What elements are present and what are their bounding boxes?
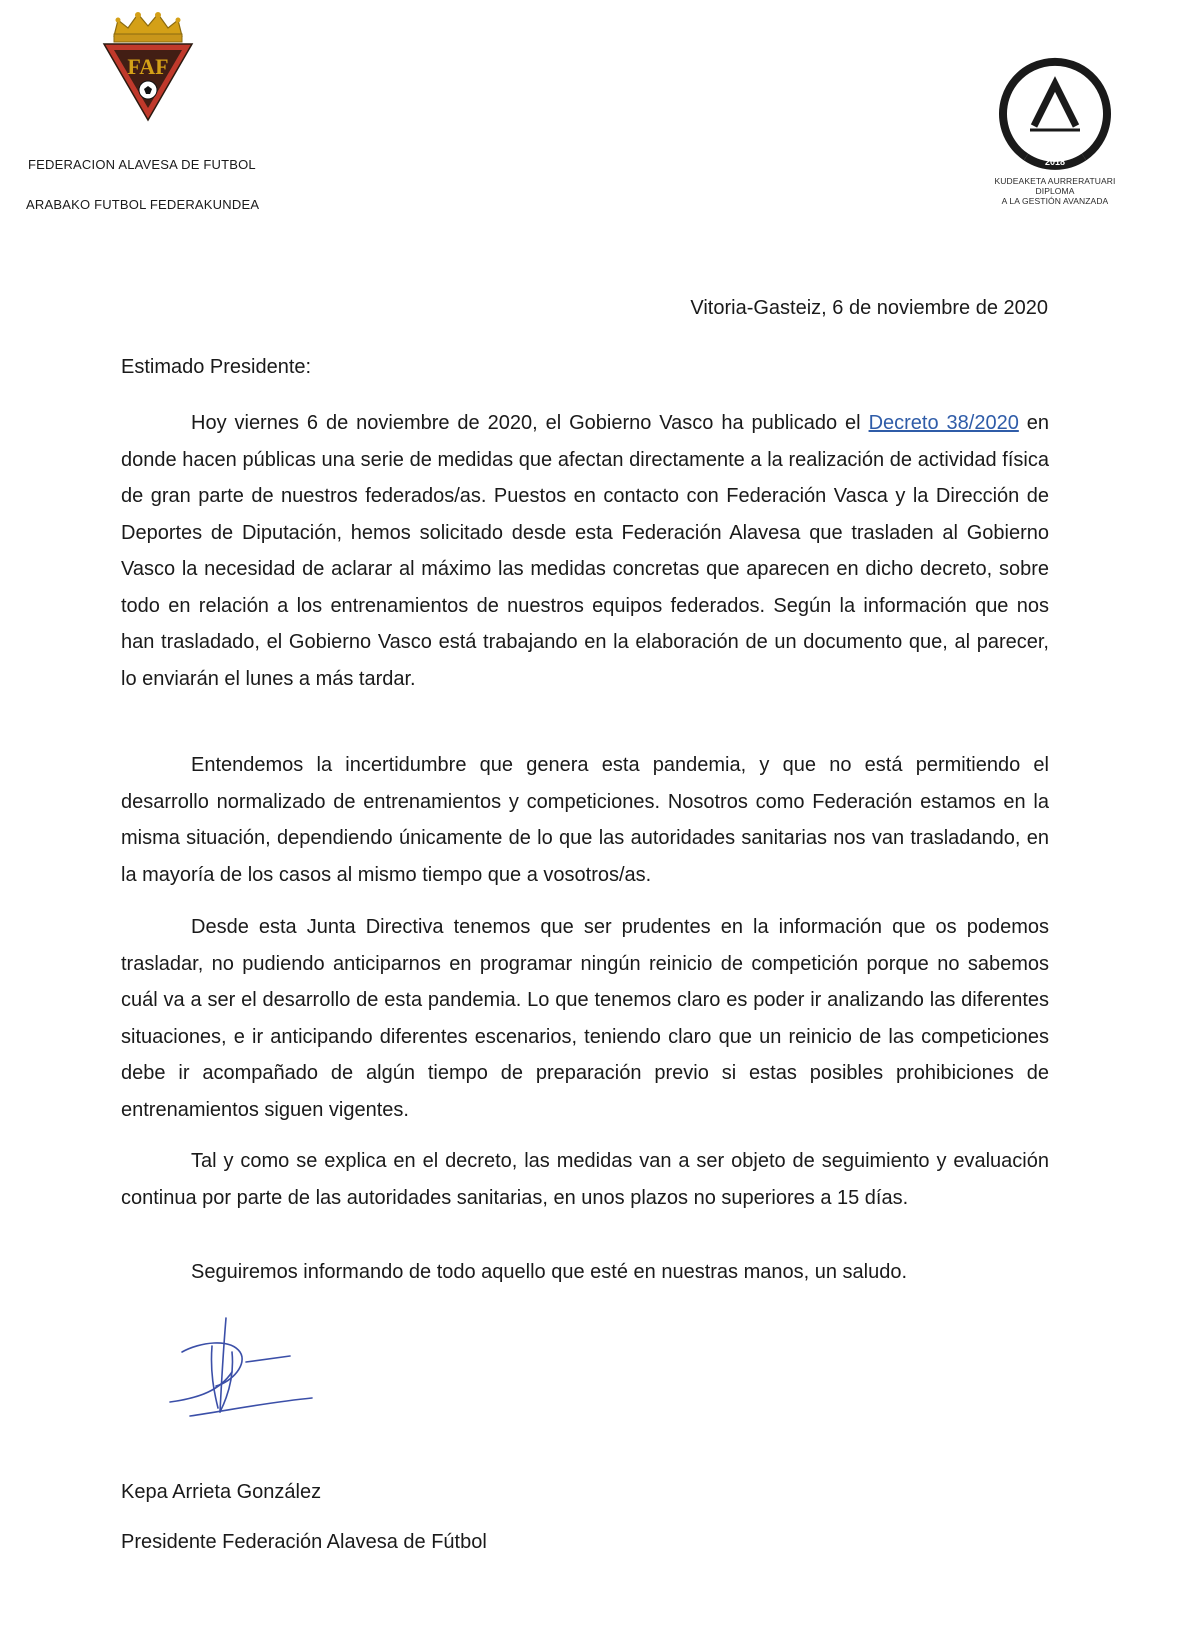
letter-a-icon	[1030, 84, 1080, 130]
paragraph-1-body: en donde hacen públicas una serie de medidas que afectan directamente a la realización de actividad física de gran parte de nuestros federados/as. Puestos en contacto con Federación Vasca y la Dirección de Deportes de Diputación, hemos solicitado desde esta Federación Alavesa que trasladen al Gobierno Vasco la necesidad de aclarar al máximo las medidas concretas que aparecen en dicho decreto, sobre todo en relación a los entrenamientos de nuestros equipos federados. Según la información que nos han trasladado, el Gobierno Vasco está trabajando en la elaboración de un documento que, al parecer, lo enviarán el lunes a más tardar.	[121, 412, 1050, 690]
federation-crest-logo	[100, 10, 196, 122]
award-line-1: KUDEAKETA AURRERATUARI	[994, 176, 1116, 186]
paragraph-5-text: Seguiremos informando de todo aquello que esté en nuestras manos, un saludo.	[191, 1261, 908, 1283]
paragraph-3-text: Desde esta Junta Directiva tenemos que ser prudentes en la información que os podemos trasladar, no pudiendo anticiparnos en programar ningún reinicio de competición porque no sabemos cuál va a ser el desarrollo de esta pandemia. Lo que tenemos claro es poder ir analizando las diferentes situaciones, e ir anticipando diferentes escenarios, teniendo claro que un reinicio de las competiciones debe ir acompañado de algún tiempo de preparación previo si estas posibles prohibiciones de entrenamientos siguen vigentes.	[121, 916, 1049, 1121]
signer-title: Presidente Federación Alavesa de Fútbol	[121, 1531, 487, 1553]
decree-link[interactable]: Decreto 38/2020	[868, 412, 1019, 434]
award-line-3: A LA GESTIÓN AVANZADA	[1001, 196, 1109, 206]
paragraph-2	[121, 747, 1049, 893]
award-line-2: DIPLOMA	[1035, 186, 1075, 196]
paragraph-5	[121, 1254, 1049, 1291]
award-caption	[985, 176, 1125, 206]
paragraph-1-intro: Hoy viernes 6 de noviembre de 2020, el Gobierno Vasco ha publicado el	[191, 412, 869, 434]
svg-text:2018: 2018	[1044, 157, 1066, 167]
paragraph-1	[121, 405, 1049, 697]
paragraph-2-text: Entendemos la incertidumbre que genera esta pandemia, y que no está permitiendo el desarrollo normalizado de entrenamientos y competiciones. Nosotros como Federación estamos en la misma situación, dependiendo únicamente de lo que las autoridades sanitarias nos van trasladando, en la mayoría de los casos al mismo tiempo que a vosotros/as.	[121, 754, 1049, 886]
soccer-ball-icon	[139, 81, 157, 99]
federation-name-spanish: FEDERACION ALAVESA DE FUTBOL	[28, 157, 256, 172]
paragraph-4-text: Tal y como se explica en el decreto, las medidas van a ser objeto de seguimiento y evaluación continua por parte de las autoridades sanitarias, en unos plazos no superiores a 15 días.	[121, 1150, 1049, 1209]
crown-icon	[114, 12, 182, 42]
signer-name: Kepa Arrieta González	[121, 1481, 322, 1503]
federation-name-basque: ARABAKO FUTBOL FEDERAKUNDEA	[26, 197, 260, 212]
svg-text:FAF: FAF	[127, 54, 169, 79]
letter-date: Vitoria-Gasteiz, 6 de noviembre de 2020	[690, 297, 1048, 319]
paragraph-4	[121, 1143, 1049, 1216]
advanced-management-diploma-logo	[996, 54, 1114, 174]
salutation: Estimado Presidente:	[121, 356, 312, 378]
paragraph-3	[121, 909, 1049, 1128]
handwritten-signature	[160, 1312, 330, 1432]
